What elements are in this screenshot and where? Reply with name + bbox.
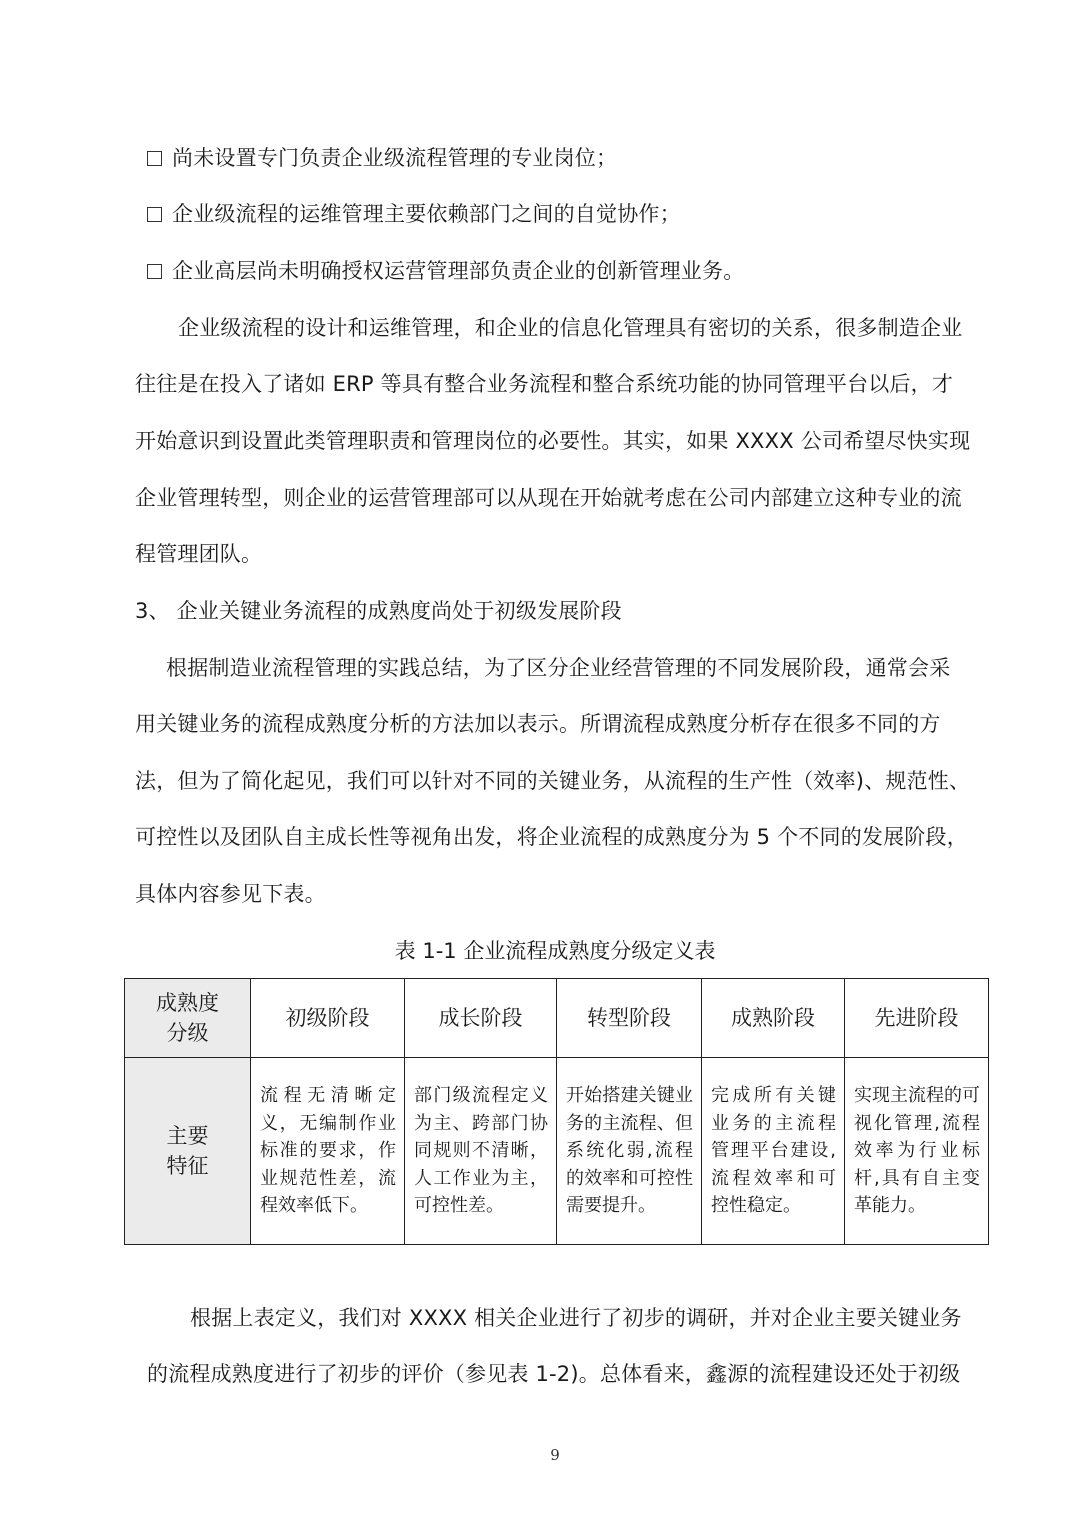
paragraph-line: 企业管理转型，则企业的运营管理部可以从现在开始就考虑在公司内部建立这种专业的流 (135, 486, 962, 510)
bullet-item (147, 199, 681, 229)
bullet-text: 企业级流程的运维管理主要依赖部门之间的自觉协作； (172, 202, 681, 226)
table-caption: 表 1-1 企业流程成熟度分级定义表 (394, 939, 716, 963)
paragraph-line: 开始意识到设置此类管理职责和管理岗位的必要性。其实，如果 XXXX 公司希望尽快实现 (135, 429, 971, 453)
feature-cell (702, 1058, 845, 1245)
feature-cell (845, 1058, 989, 1245)
feature-cell (251, 1058, 405, 1245)
paragraph-line: 可控性以及团队自主成长性等视角出发，将企业流程的成熟度分为 5 个不同的发展阶段， (135, 825, 968, 849)
stage-header: 成长阶段 (405, 979, 557, 1058)
table-row (125, 1058, 989, 1245)
paragraph-line: 根据上表定义，我们对 XXXX 相关企业进行了初步的调研，并对企业主要关键业务 (190, 1306, 962, 1330)
stage-header: 先进阶段 (845, 979, 989, 1058)
section-heading: 3、 企业关键业务流程的成熟度尚处于初级发展阶段 (135, 599, 622, 623)
row-label-line: 特征 (166, 1154, 209, 1178)
bullet-item (147, 256, 744, 286)
checkbox-square-icon (147, 207, 162, 222)
feature-text: 完成所有关键业务的主流程管理平台建设,流程效率和可控性稳定。 (711, 1085, 836, 1217)
paragraph-line: 往往是在投入了诸如 ERP 等具有整合业务流程和整合系统功能的协同管理平台以后，才 (135, 372, 954, 396)
row-label-cell (125, 1058, 251, 1245)
corner-label-line: 成熟度 (156, 991, 219, 1015)
paragraph-line: 具体内容参见下表。 (135, 882, 326, 906)
feature-cell (405, 1058, 557, 1245)
stage-header: 转型阶段 (557, 979, 702, 1058)
maturity-table (124, 978, 989, 1245)
paragraph-line: 程管理团队。 (135, 542, 263, 566)
paragraph-line: 根据制造业流程管理的实践总结，为了区分企业经营管理的不同发展阶段，通常会采 (166, 656, 951, 680)
stage-header: 成熟阶段 (702, 979, 845, 1058)
bullet-text: 尚未设置专门负责企业级流程管理的专业岗位； (172, 146, 618, 170)
checkbox-square-icon (147, 264, 162, 279)
bullet-item (147, 143, 617, 173)
paragraph-line: 企业级流程的设计和运维管理，和企业的信息化管理具有密切的关系，很多制造企业 (178, 316, 963, 340)
table-corner-cell (125, 979, 251, 1058)
page-number: 9 (550, 1446, 560, 1464)
feature-text: 流程无清晰定义，无编制作业标准的要求，作业规范性差，流程效率低下。 (260, 1085, 396, 1217)
feature-text: 实现主流程的可视化管理,流程效率为行业标杆,具有自主变革能力。 (854, 1085, 980, 1217)
row-label-line: 主要 (166, 1124, 209, 1148)
checkbox-square-icon (147, 151, 162, 166)
bullet-text: 企业高层尚未明确授权运营管理部负责企业的创新管理业务。 (172, 259, 745, 283)
stage-header: 初级阶段 (251, 979, 405, 1058)
table-header-row (125, 979, 989, 1058)
paragraph-line: 的流程成熟度进行了初步的评价（参见表 1-2)。总体看来，鑫源的流程建设还处于初级 (147, 1362, 961, 1386)
paragraph-line: 用关键业务的流程成熟度分析的方法加以表示。所谓流程成熟度分析存在很多不同的方 (135, 712, 941, 736)
feature-text: 开始搭建关键业务的主流程、但系统化弱,流程的效率和可控性需要提升。 (566, 1085, 693, 1217)
corner-label-line: 分级 (166, 1021, 209, 1045)
feature-text: 部门级流程定义为主、跨部门协同规则不清晰，人工作业为主，可控性差。 (414, 1085, 548, 1217)
feature-cell (557, 1058, 702, 1245)
paragraph-line: 法，但为了简化起见，我们可以针对不同的关键业务，从流程的生产性（效率)、规范性、 (135, 769, 971, 793)
